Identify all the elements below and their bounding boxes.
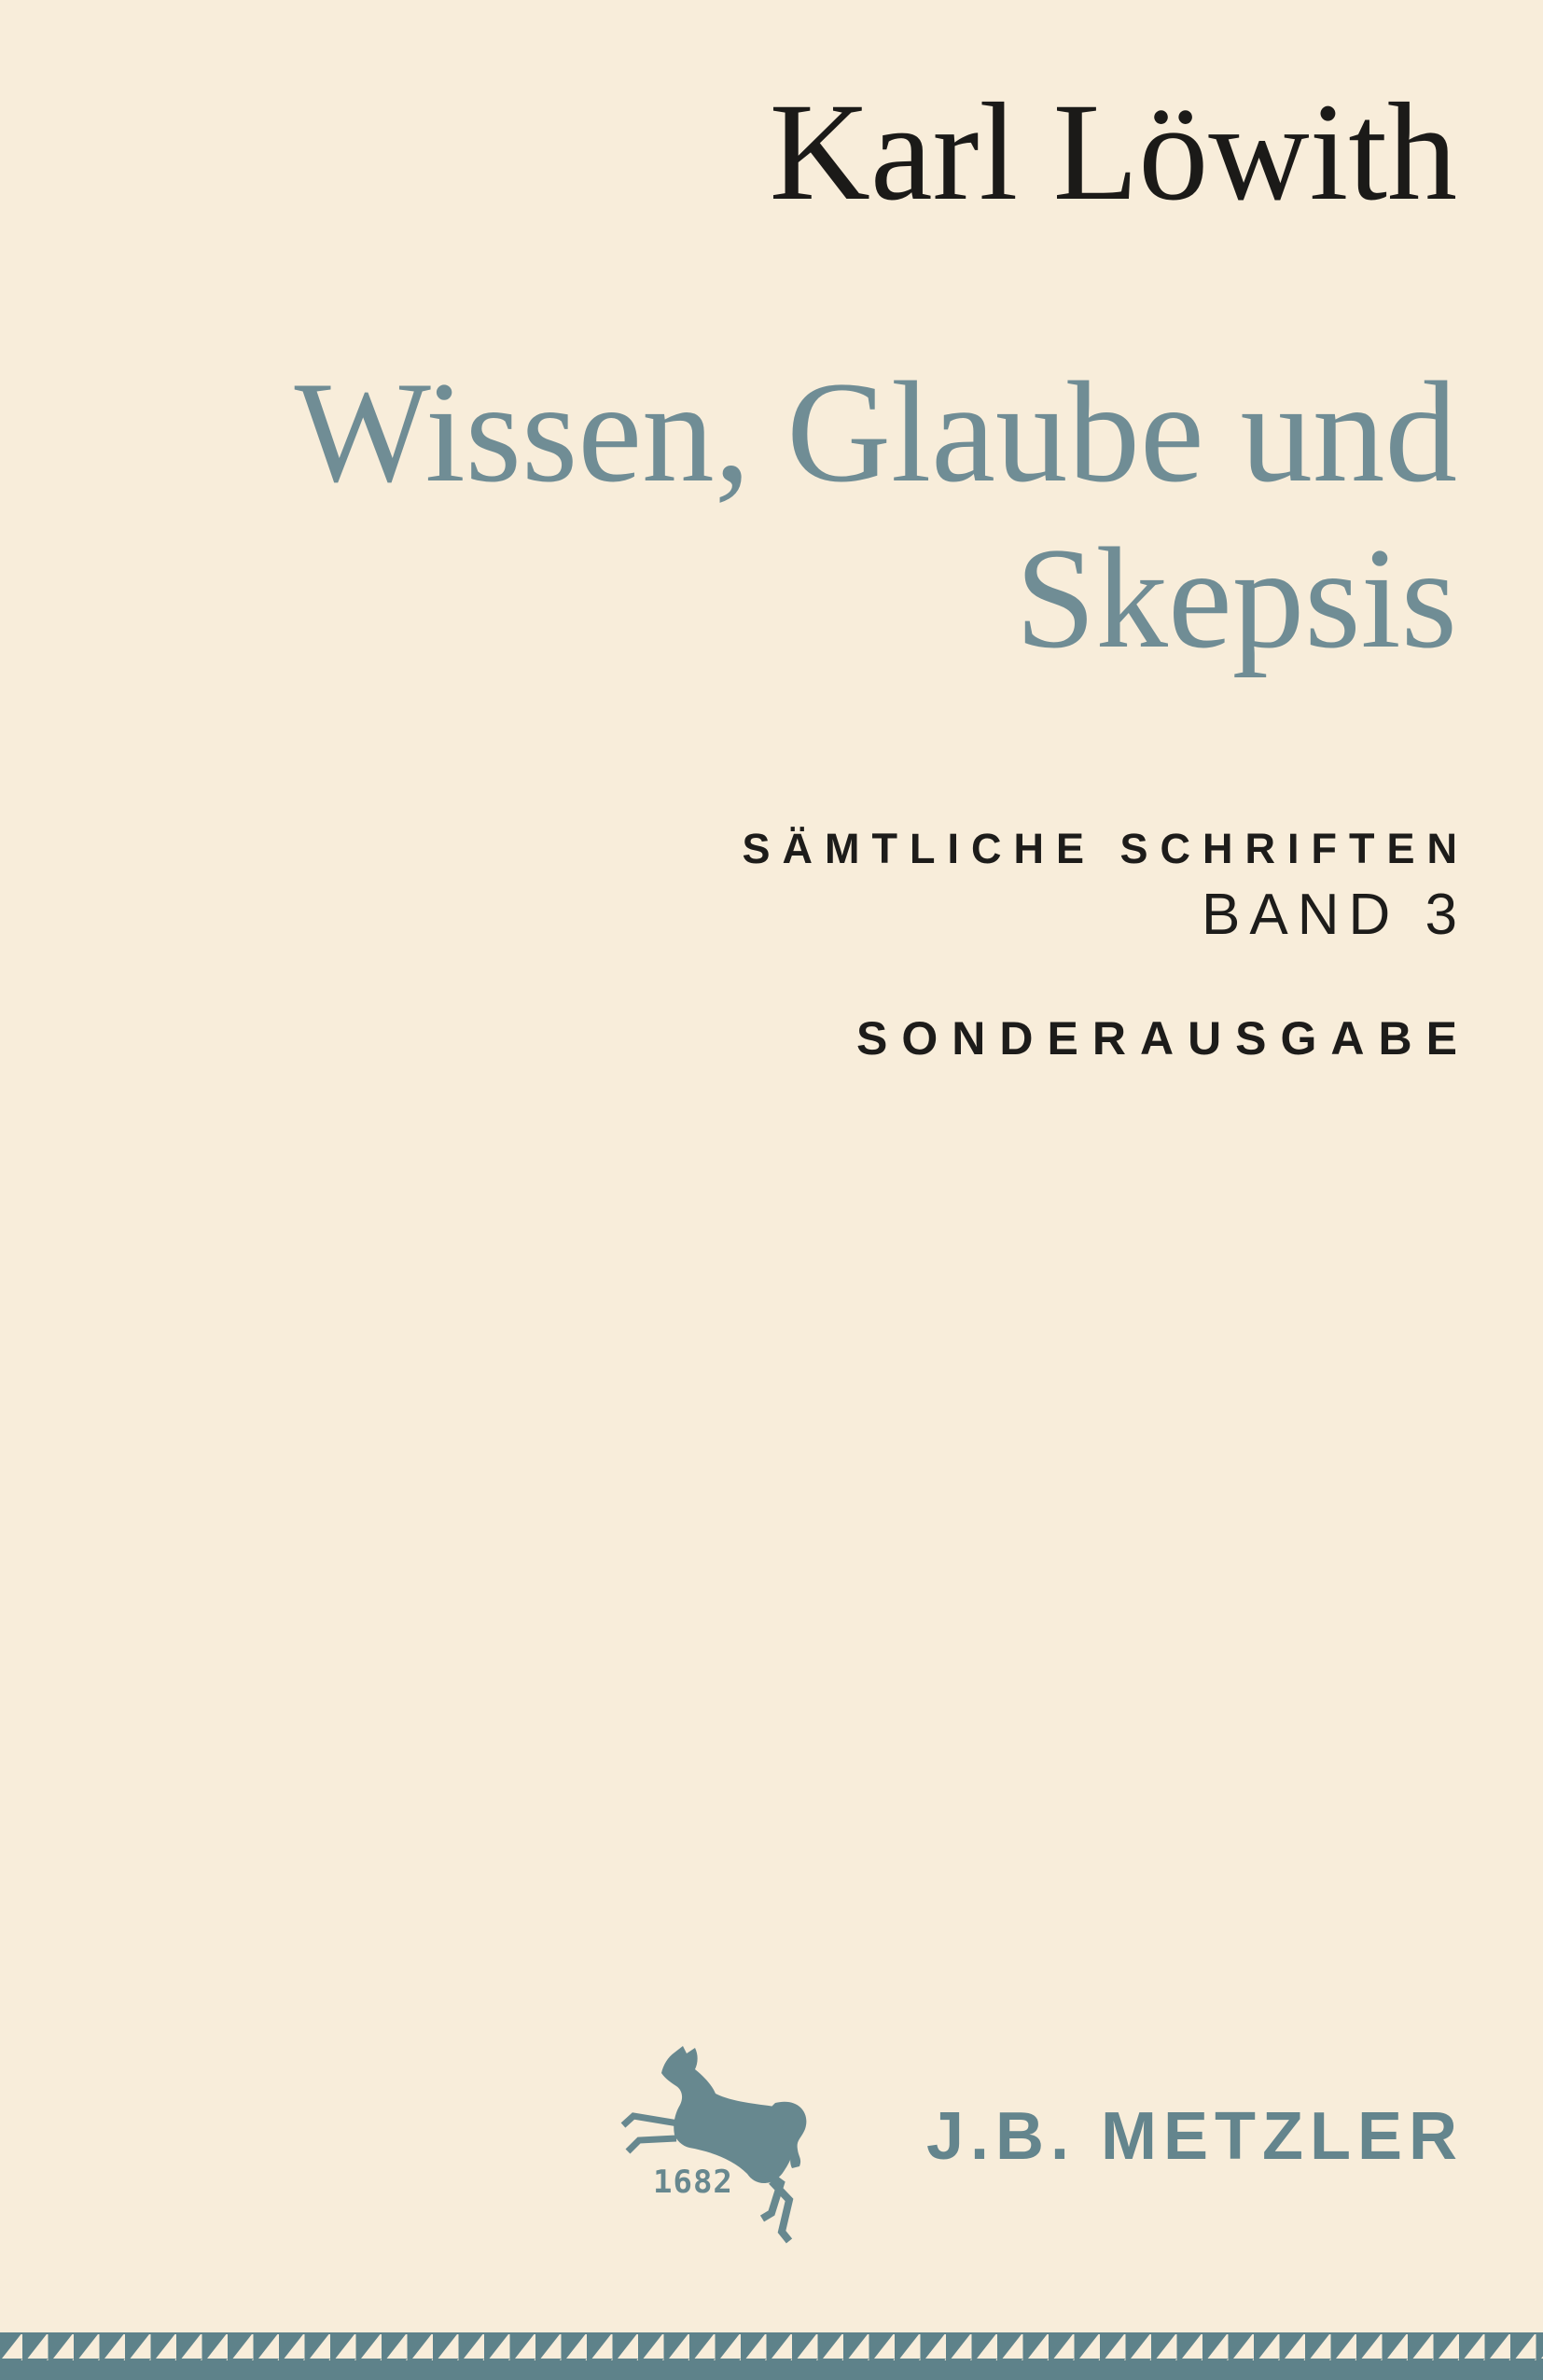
series-name: SÄMTLICHE SCHRIFTEN [742,825,1469,872]
book-title [0,349,1457,682]
sawtooth-border [0,2332,1543,2380]
publisher-wordmark: J.B. METZLER [925,2099,1464,2174]
book-title-line-2: Skepsis [1015,518,1457,679]
founded-year: 1682 [653,2164,733,2201]
book-title-line-1: Wissen, Glaube und [294,352,1457,512]
edition-label: SONDERAUSGABE [856,1012,1471,1065]
author-name: Karl Löwith [769,75,1457,230]
series-volume: BAND 3 [1202,883,1467,947]
